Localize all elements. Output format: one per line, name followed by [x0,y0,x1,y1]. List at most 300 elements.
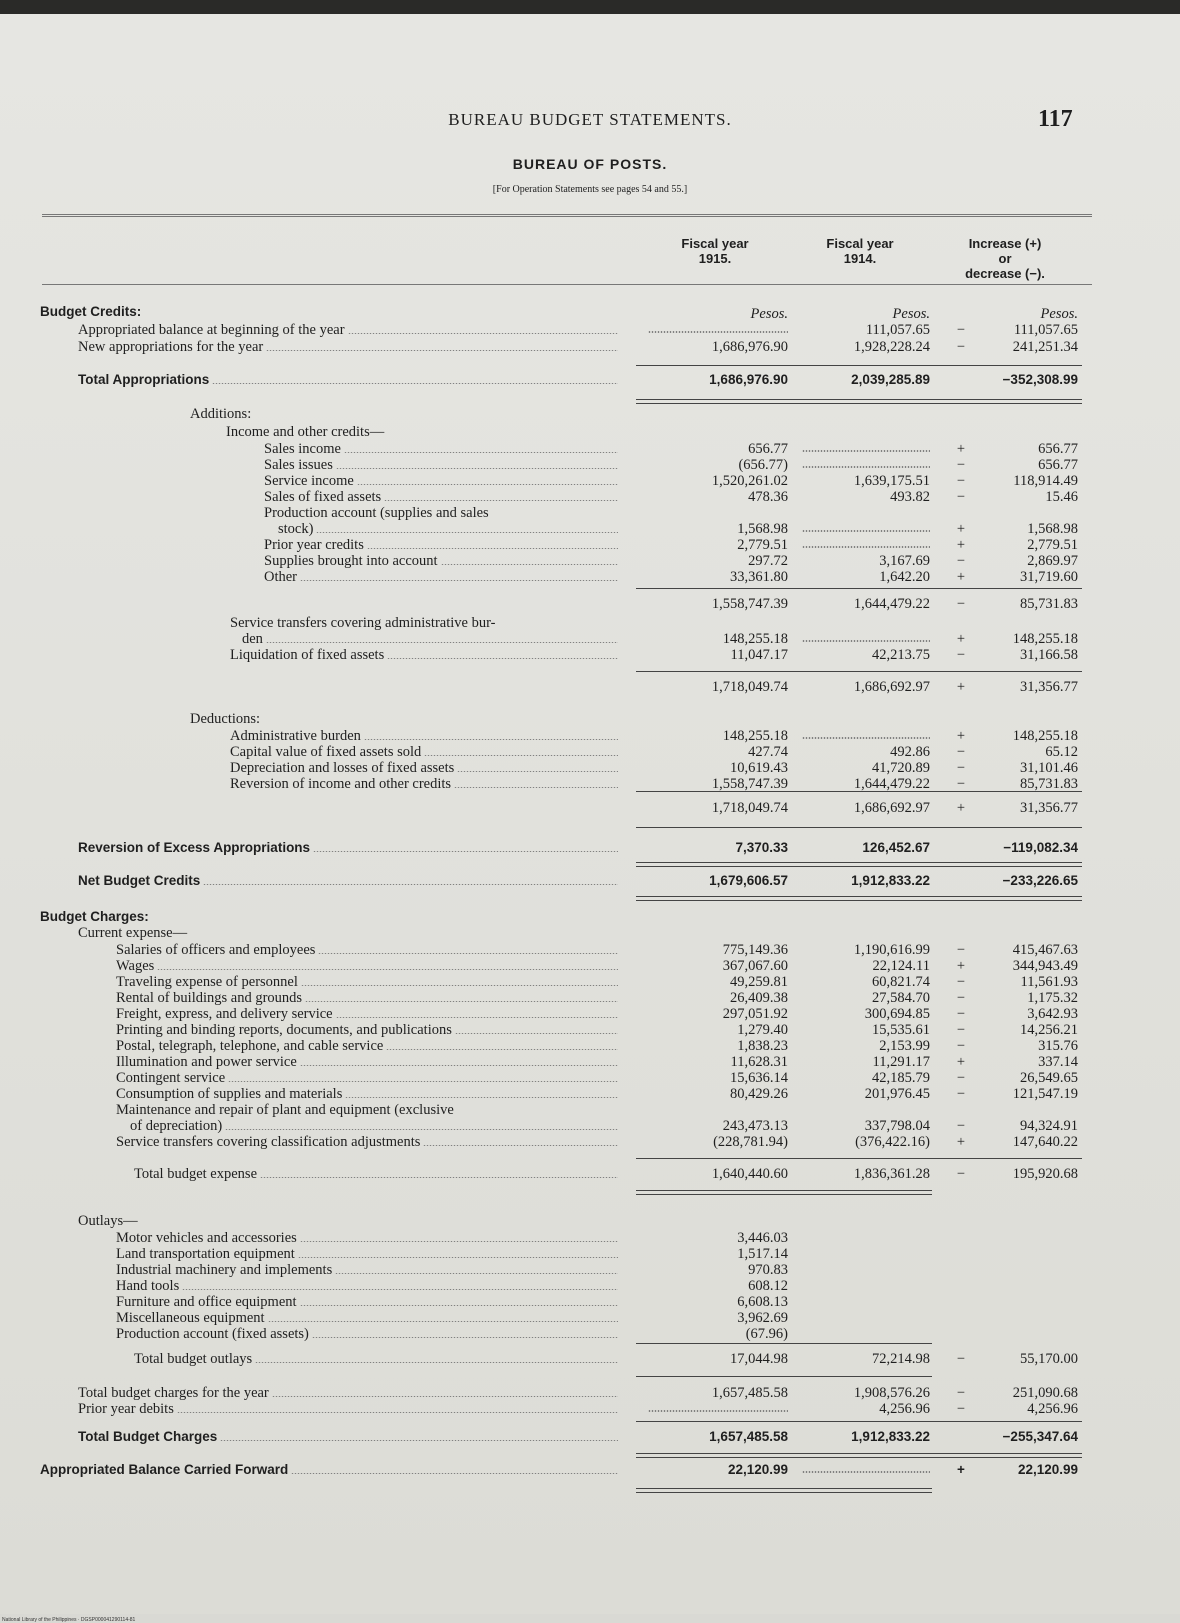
dot-leader [300,1065,618,1066]
table-row [0,1086,1180,1102]
value-fy1915: 970.83 [748,1262,788,1278]
document-page [0,14,1180,1623]
subheading-current-expense [0,925,1180,941]
value-fy1915: 297,051.92 [722,1006,788,1022]
table-row [0,1310,1180,1326]
table-row [0,1230,1180,1246]
value-fy1914: 126,452.67 [862,840,930,855]
row-label-text: Total Budget Charges [78,1429,218,1444]
row-label-text: Deductions: [190,711,261,727]
unit-fy1914: Pesos. [892,306,930,322]
value-fy1915: (228,781.94) [713,1134,788,1150]
row-label [242,631,620,647]
additions-subtotal-row [0,596,1180,612]
dot-leader [455,1033,618,1034]
value-change: 147,640.22 [1012,1134,1078,1150]
row-label [116,990,620,1006]
value-fy1914: 4,256.96 [879,1401,930,1417]
table-top-rule [42,214,1092,215]
dot-leader [335,1273,618,1274]
value-fy1914: 60,821.74 [872,974,930,990]
scan-footer: National Library of the Philippines · DGSP000041290114-81 [2,1617,136,1623]
value-fy1914 [790,728,930,744]
column-rule [922,896,1082,901]
change-sign: + [956,441,966,457]
dot-leader [441,564,618,565]
unit-change: Pesos. [1040,306,1078,322]
value-fy1915: 1,558,747.39 [711,596,788,612]
running-head: BUREAU BUDGET STATEMENTS. [448,110,732,129]
value-change: 2,869.97 [1027,553,1078,569]
value-change: 55,170.00 [1020,1351,1078,1367]
value-change: 148,255.18 [1012,728,1078,744]
value-fy1915: 26,409.38 [730,990,788,1006]
value-change: −352,308.99 [1002,372,1078,387]
value-fy1915: 427.74 [748,744,788,760]
table-row [0,441,1180,457]
table-row [0,744,1180,760]
dot-leader [268,1321,618,1322]
row-label [116,1326,620,1342]
change-sign: − [956,990,966,1006]
row-label-text: Contingent service [116,1070,226,1086]
dot-leader [364,739,618,740]
value-change: 1,568.98 [1027,521,1078,537]
row-label-text: Current expense— [78,925,188,941]
row-label [78,1213,638,1229]
row-label [264,553,620,569]
value-fy1915: 1,520,261.02 [711,473,788,489]
row-label-text: Service income [264,473,354,489]
value-change: 31,101.46 [1020,760,1078,776]
value-fy1914: 1,644,479.22 [853,596,930,612]
row-label-text: Salaries of officers and employees [116,942,316,958]
change-sign: − [956,1070,966,1086]
row-label [230,760,620,776]
row-label-text: Production account (supplies and sales [264,505,489,521]
dot-leader [357,484,618,485]
additions-total-row [0,679,1180,695]
row-label-text: den [242,631,263,647]
change-sign: + [956,521,966,537]
dot-leader [384,500,618,501]
table-row [0,322,1180,338]
change-sign: − [956,339,966,355]
dot-leader [457,771,618,772]
row-label [190,711,750,727]
value-fy1914: 337,798.04 [864,1118,930,1134]
row-label-text: Other [264,569,298,585]
row-label-text: Sales income [264,441,341,457]
dot-leader [802,737,930,741]
table-row [0,553,1180,569]
row-label [278,521,620,537]
value-change: 31,719.60 [1020,569,1078,585]
value-fy1914 [790,631,930,647]
carried-forward-row [0,1462,1180,1478]
dot-leader [424,755,618,756]
value-change: 315.76 [1038,1038,1078,1054]
row-label [264,505,620,521]
column-rule [636,399,791,404]
row-label-text: Total budget expense [134,1166,258,1182]
value-fy1914: 15,535.61 [872,1022,930,1038]
row-label [116,1070,620,1086]
table-row [0,1118,1180,1134]
dot-leader [802,546,930,550]
column-rule [780,896,932,901]
dot-leader [648,1410,788,1414]
row-label-text: Service transfers covering classification adjustments [116,1134,421,1150]
value-fy1914 [790,1462,930,1478]
row-label [230,728,620,744]
dot-leader [387,658,618,659]
row-label [78,1401,620,1417]
value-change: 118,914.49 [1013,473,1078,489]
row-label [78,1429,620,1445]
change-sign: − [956,1401,966,1417]
value-fy1914: 72,214.98 [872,1351,930,1367]
row-label-text: Reversion of Excess Appropriations [78,840,311,855]
change-sign: − [956,776,966,792]
value-fy1914: 22,124.11 [872,958,930,974]
value-fy1914 [790,537,930,553]
dot-leader [336,1017,618,1018]
value-fy1914: 1,639,175.51 [853,473,930,489]
value-fy1915: 49,259.81 [730,974,788,990]
value-change: 656.77 [1038,457,1078,473]
row-label [116,1278,620,1294]
column-rule [636,588,791,589]
page-number: 117 [1038,106,1073,132]
dot-leader [220,1440,618,1441]
value-fy1914: 41,720.89 [872,760,930,776]
change-sign: + [956,631,966,647]
column-rule [636,1453,791,1458]
change-sign: + [957,1462,965,1477]
column-rule [780,1158,932,1159]
column-rule [780,1421,932,1422]
table-top-rule-2 [42,216,1092,217]
column-rule [780,827,932,828]
value-fy1914: 11,291.17 [872,1054,930,1070]
row-label [130,1118,620,1134]
row-label [116,1006,620,1022]
change-sign: + [956,1054,966,1070]
dot-leader [298,1257,618,1258]
change-sign: + [956,958,966,974]
value-change: −255,347.64 [1002,1429,1078,1444]
value-fy1915: 1,718,049.74 [711,679,788,695]
total-budget-expense-row [0,1166,1180,1182]
column-rule [636,827,791,828]
row-label [230,776,620,792]
row-label-text: Total budget charges for the year [78,1385,269,1401]
table-row [0,974,1180,990]
table-row [0,1246,1180,1262]
row-label-text: Outlays— [78,1213,138,1229]
column-rule [922,791,1082,792]
table-row [0,521,1180,537]
change-sign: − [956,489,966,505]
dot-leader [260,1177,618,1178]
value-fy1914: 1,190,616.99 [853,942,930,958]
table-row [0,569,1180,585]
table-row [0,615,1180,631]
value-fy1915: 15,636.14 [730,1070,788,1086]
table-row [0,1262,1180,1278]
table-row [0,1054,1180,1070]
column-rule [922,862,1082,867]
row-label-text: Motor vehicles and accessories [116,1230,297,1246]
row-label-text: Net Budget Credits [78,873,201,888]
row-label [78,322,620,338]
row-label [230,744,620,760]
change-sign: − [956,596,966,612]
column-rule [636,791,791,792]
change-sign: + [956,537,966,553]
value-fy1915: 1,517.14 [737,1246,788,1262]
value-fy1915: 22,120.99 [727,1462,788,1477]
row-label-text: Maintenance and repair of plant and equipment (exclusive [116,1102,454,1118]
row-label-text: stock) [278,521,314,537]
table-row [0,457,1180,473]
column-rule [636,671,791,672]
dot-leader [157,969,618,970]
table-row [0,1102,1180,1118]
value-fy1914: 492.86 [890,744,930,760]
value-fy1915: 1,838.23 [737,1038,788,1054]
column-rule [636,1376,791,1377]
value-fy1914: 111,057.65 [865,322,930,338]
row-label-text: Miscellaneous equipment [116,1310,265,1326]
value-fy1915: 297.72 [748,553,788,569]
change-sign: − [956,1385,966,1401]
table-row [0,728,1180,744]
row-label [40,909,600,925]
value-fy1915: 478.36 [748,489,788,505]
row-label [116,1086,620,1102]
table-row [0,647,1180,663]
value-fy1915: 656.77 [748,441,788,457]
table-row [0,1022,1180,1038]
value-fy1914: 1,642.20 [879,569,930,585]
deductions-total-row [0,800,1180,816]
value-fy1915: 80,429.26 [730,1086,788,1102]
value-change: 22,120.99 [1017,1462,1078,1477]
column-rule [922,399,1082,404]
value-fy1915: 148,255.18 [722,728,788,744]
row-label-text: Reversion of income and other credits [230,776,452,792]
column-rule [780,1488,932,1493]
row-label [116,1022,620,1038]
dot-leader [272,1396,618,1397]
table-row [0,473,1180,489]
row-label-text: Budget Charges: [40,909,149,924]
table-row [0,1006,1180,1022]
value-fy1914: 42,185.79 [872,1070,930,1086]
column-rule [780,588,932,589]
row-label-text: Additions: [190,406,252,422]
dot-leader [305,1001,618,1002]
row-label-text: of depreciation) [130,1118,223,1134]
row-label-text: Postal, telegraph, telephone, and cable service [116,1038,384,1054]
value-fy1914: 3,167.69 [879,553,930,569]
value-fy1914: 27,584.70 [872,990,930,1006]
value-fy1914: 1,928,228.24 [853,339,930,355]
row-label [78,339,620,355]
value-fy1914 [790,457,930,473]
row-label [226,424,786,440]
value-change: 4,256.96 [1027,1401,1078,1417]
value-fy1915: 1,657,485.58 [709,1429,788,1444]
row-label-text: Rental of buildings and grounds [116,990,303,1006]
row-label-text: Income and other credits— [226,424,385,440]
value-fy1915: 3,446.03 [737,1230,788,1246]
header-bottom-rule [42,284,1092,285]
total-budget-charges-row [0,1429,1180,1445]
dot-leader [802,530,930,534]
scan-top-edge [0,0,1180,14]
value-change: 31,166.58 [1020,647,1078,663]
value-fy1915: 7,370.33 [735,840,788,855]
value-fy1915: 11,628.31 [730,1054,788,1070]
value-fy1914: 1,686,692.97 [853,679,930,695]
row-label [78,1385,620,1401]
bureau-title: BUREAU OF POSTS. [512,156,668,172]
table-row [0,1038,1180,1054]
column-rule [780,791,932,792]
value-fy1914: 1,912,833.22 [851,1429,930,1444]
dot-leader [348,333,618,334]
value-change: 94,324.91 [1020,1118,1078,1134]
section-heading-additions [0,406,1180,422]
value-change: 15.46 [1045,489,1078,505]
row-label [116,958,620,974]
column-rule [636,862,791,867]
value-fy1914: 42,213.75 [872,647,930,663]
value-change: 241,251.34 [1012,339,1078,355]
dot-leader [225,1129,618,1130]
row-label [78,873,620,889]
table-row [0,760,1180,776]
row-label [116,974,620,990]
value-fy1915: 11,047.17 [730,647,788,663]
value-change: −233,226.65 [1002,873,1078,888]
row-label-text: Hand tools [116,1278,180,1294]
subheading-income [0,424,1180,440]
value-fy1915: 1,568.98 [737,521,788,537]
row-label [230,615,620,631]
table-row [0,1294,1180,1310]
row-label-text: Appropriated Balance Carried Forward [40,1462,289,1477]
subheading-outlays [0,1213,1180,1229]
value-change: 85,731.83 [1020,596,1078,612]
column-rule [636,896,791,901]
value-fy1915: 1,679,606.57 [709,873,788,888]
row-label-text: New appropriations for the year [78,339,264,355]
value-fy1914: 1,644,479.22 [853,776,930,792]
value-fy1915: 775,149.36 [722,942,788,958]
table-row [0,537,1180,553]
row-label [264,473,620,489]
value-change: 14,256.21 [1020,1022,1078,1038]
dot-leader [802,1471,930,1475]
change-sign: − [956,1006,966,1022]
change-sign: + [956,569,966,585]
change-sign: − [956,974,966,990]
change-sign: − [956,1022,966,1038]
value-fy1915: 1,718,049.74 [711,800,788,816]
value-change: 251,090.68 [1012,1385,1078,1401]
change-sign: + [956,1134,966,1150]
dot-leader [300,1241,618,1242]
value-change: 31,356.77 [1020,800,1078,816]
dot-leader [312,1337,618,1338]
value-fy1915: (67.96) [745,1326,788,1342]
row-label [264,537,620,553]
value-fy1915: 367,067.60 [722,958,788,974]
value-change: 26,549.65 [1020,1070,1078,1086]
row-label-text: Wages [116,958,155,974]
table-row [0,1070,1180,1086]
dot-leader [802,466,930,470]
dot-leader [423,1145,618,1146]
column-rule [636,1343,791,1344]
value-fy1915 [640,1401,788,1417]
value-fy1914: 1,686,692.97 [853,800,930,816]
row-label [116,1262,620,1278]
change-sign: − [956,1166,966,1182]
table-row [0,958,1180,974]
value-change: 1,175.32 [1027,990,1078,1006]
column-rule [636,365,791,366]
row-label-text: Sales of fixed assets [264,489,382,505]
column-rule [636,1488,791,1493]
value-fy1914 [790,441,930,457]
dot-leader [802,640,930,644]
value-change: −119,082.34 [1003,840,1078,855]
row-label [264,489,620,505]
row-label [116,1134,620,1150]
row-label-text: Administrative burden [230,728,361,744]
row-label-text: Industrial machinery and implements [116,1262,333,1278]
value-fy1915: 33,361.80 [730,569,788,585]
dot-leader [291,1473,618,1474]
row-label-text: Depreciation and losses of fixed assets [230,760,455,776]
row-label-text: Prior year debits [78,1401,174,1417]
row-label-text: Production account (fixed assets) [116,1326,309,1342]
value-fy1915: 6,608.13 [737,1294,788,1310]
row-label-text: Capital value of fixed assets sold [230,744,422,760]
change-sign: − [956,647,966,663]
value-change: 195,920.68 [1012,1166,1078,1182]
row-label [190,406,750,422]
row-label [230,647,620,663]
change-sign: − [956,1038,966,1054]
net-budget-credits-row [0,873,1180,889]
row-label [264,441,620,457]
row-label-text: Prior year credits [264,537,364,553]
value-fy1915: 17,044.98 [730,1351,788,1367]
units-row [0,306,1180,322]
operation-statements-note: [For Operation Statements see pages 54 and 55.] [492,184,688,195]
row-label [116,1310,620,1326]
column-rule [780,1190,932,1195]
value-change: 148,255.18 [1012,631,1078,647]
table-row [0,1134,1180,1150]
value-fy1915: 1,558,747.39 [711,776,788,792]
